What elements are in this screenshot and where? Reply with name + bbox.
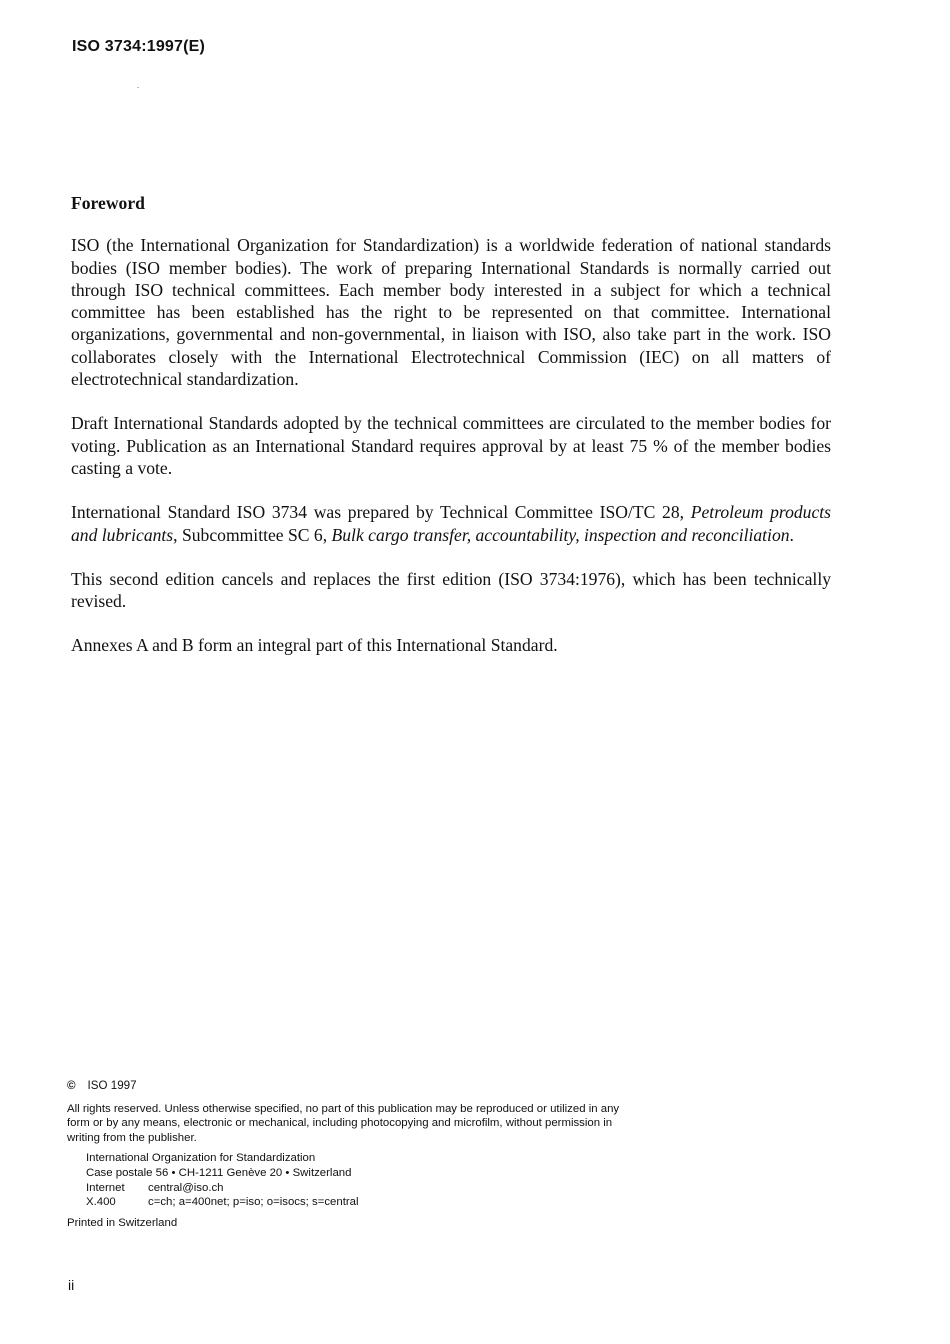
foreword-paragraph-5: Annexes A and B form an integral part of this International Standard. <box>71 635 558 656</box>
x400-label: X.400 <box>86 1196 116 1209</box>
copyright-notice <box>67 1079 627 1230</box>
foreword-heading: Foreword <box>71 193 145 213</box>
foreword-paragraph-3 <box>71 501 831 546</box>
printed-location: Printed in Switzerland <box>67 1216 178 1229</box>
paragraph-3-end: . <box>789 524 794 545</box>
publisher-address <box>67 1151 627 1209</box>
paragraph-3-lead: International Standard ISO 3734 was prepared by Technical Committee ISO/TC 28, <box>71 502 685 523</box>
committee-title: Petroleum products and lubricants <box>71 502 831 545</box>
paragraph-3-mid: , Subcommittee SC 6, <box>173 524 328 545</box>
copyright-text: ISO 1997 <box>87 1079 137 1092</box>
foreword-paragraph-4: This second edition cancels and replaces the first edition (ISO 3734:1976), which has been technically revised. <box>71 568 831 612</box>
foreword-paragraph-1: ISO (the International Organization for Standardization) is a worldwide federation of national standards bodies (ISO member bodies). The work of preparing International Standards is normally carried out through ISO technical committees. Each member body interested in a subject for which a technical committee has been established has the right to be represented on that committee. International organizations, governmental and non-governmental, in liaison with ISO, also take part in the work. ISO collaborates closely with the International Electrotechnical Commission (IEC) on all matters of electrotechnical standardization. <box>71 235 831 390</box>
copyright-line <box>67 1079 627 1094</box>
page-number: ii <box>68 1277 75 1293</box>
x400-address: c=ch; a=400net; p=iso; o=isocs; s=central <box>148 1196 359 1209</box>
x400-row <box>86 1195 627 1210</box>
internet-label: Internet <box>86 1181 125 1194</box>
postal-address: Case postale 56 • CH-1211 Genève 20 • Switzerland <box>86 1166 352 1179</box>
publisher-name: International Organization for Standardization <box>86 1152 316 1165</box>
subcommittee-title: Bulk cargo transfer, accountability, inspection and reconciliation <box>331 524 790 545</box>
scan-speck <box>137 87 139 88</box>
foreword-paragraph-2: Draft International Standards adopted by the technical committees are circulated to the member bodies for voting. Publication as an International Standard requires approval by at least 75 % of the member bodies casting a vote. <box>71 413 831 478</box>
document-id-header: ISO 3734:1997(E) <box>72 38 206 55</box>
copyright-icon: © <box>67 1079 76 1092</box>
rights-statement: All rights reserved. Unless otherwise specified, no part of this publication may be reproduced or utilized in any form or by any means, electronic or mechanical, including photocopying and microfilm, without permission in writing from the publisher. <box>67 1102 620 1144</box>
foreword-section <box>71 192 831 679</box>
internet-address: central@iso.ch <box>148 1181 224 1194</box>
internet-row <box>86 1181 627 1196</box>
